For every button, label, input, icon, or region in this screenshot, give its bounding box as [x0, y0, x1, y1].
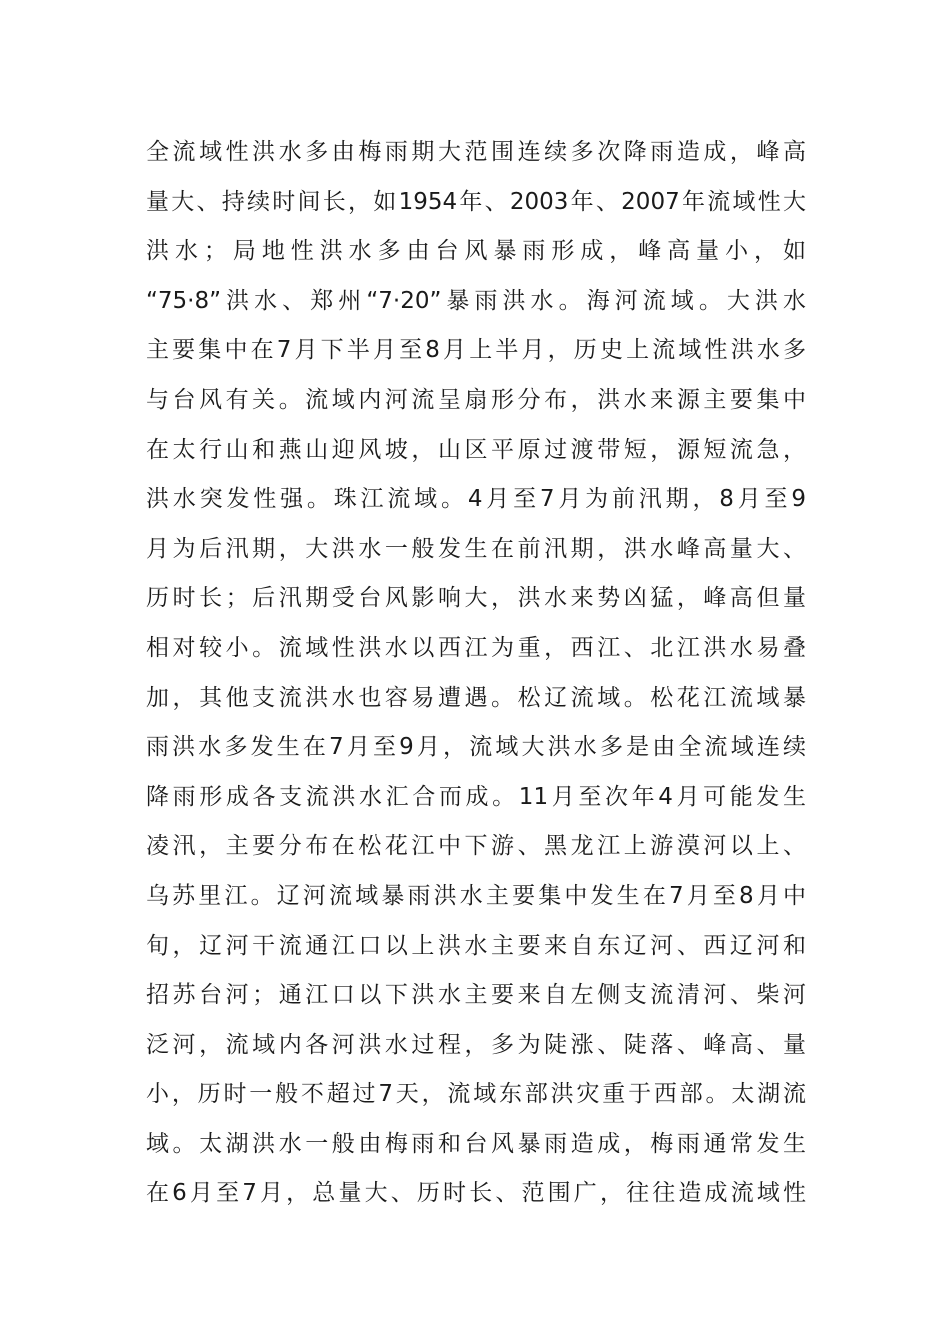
text-line: 加，其他支流洪水也容易遭遇。松辽流域。松花江流域暴	[146, 684, 806, 711]
text-line: 域。太湖洪水一般由梅雨和台风暴雨造成，梅雨通常发生	[146, 1130, 806, 1157]
text-line: 雨洪水多发生在7月至9月，流域大洪水多是由全流域连续	[146, 734, 806, 761]
text-line: 洪水；局地性洪水多由台风暴雨形成，峰高量小，如	[146, 238, 806, 265]
body-paragraph	[146, 128, 806, 1219]
text-line: 洪水突发性强。珠江流域。4月至7月为前汛期，8月至9	[146, 486, 806, 513]
text-line: 降雨形成各支流洪水汇合而成。11月至次年4月可能发生	[146, 783, 806, 810]
text-line: 全流域性洪水多由梅雨期大范围连续多次降雨造成，峰高	[146, 139, 806, 165]
text-line: “75·8”洪水、郑州“7·20”暴雨洪水。海河流域。大洪水	[146, 287, 806, 314]
text-line: 在6月至7月，总量大、历时长、范围广，往往造成流域性	[146, 1180, 806, 1207]
text-line: 相对较小。流域性洪水以西江为重，西江、北江洪水易叠	[146, 634, 806, 661]
text-line: 凌汛，主要分布在松花江中下游、黑龙江上游漠河以上、	[146, 833, 806, 860]
text-line: 月为后汛期，大洪水一般发生在前汛期，洪水峰高量大、	[146, 535, 806, 562]
text-line: 小，历时一般不超过7天，流域东部洪灾重于西部。太湖流	[146, 1081, 806, 1108]
text-line: 旬，辽河干流通江口以上洪水主要来自东辽河、西辽河和	[146, 932, 806, 959]
text-line: 泛河，流域内各河洪水过程，多为陡涨、陡落、峰高、量	[146, 1031, 806, 1058]
text-line: 在太行山和燕山迎风坡，山区平原过渡带短，源短流急，	[146, 436, 806, 463]
text-line: 历时长；后汛期受台风影响大，洪水来势凶猛，峰高但量	[146, 585, 806, 612]
text-line: 主要集中在7月下半月至8月上半月，历史上流域性洪水多	[146, 337, 806, 364]
text-line: 量大、持续时间长，如1954年、2003年、2007年流域性大	[146, 188, 806, 215]
text-line: 招苏台河；通江口以下洪水主要来自左侧支流清河、柴河	[146, 982, 806, 1009]
text-line: 与台风有关。流域内河流呈扇形分布，洪水来源主要集中	[146, 386, 806, 413]
text-line: 乌苏里江。辽河流域暴雨洪水主要集中发生在7月至8月中	[146, 882, 806, 909]
